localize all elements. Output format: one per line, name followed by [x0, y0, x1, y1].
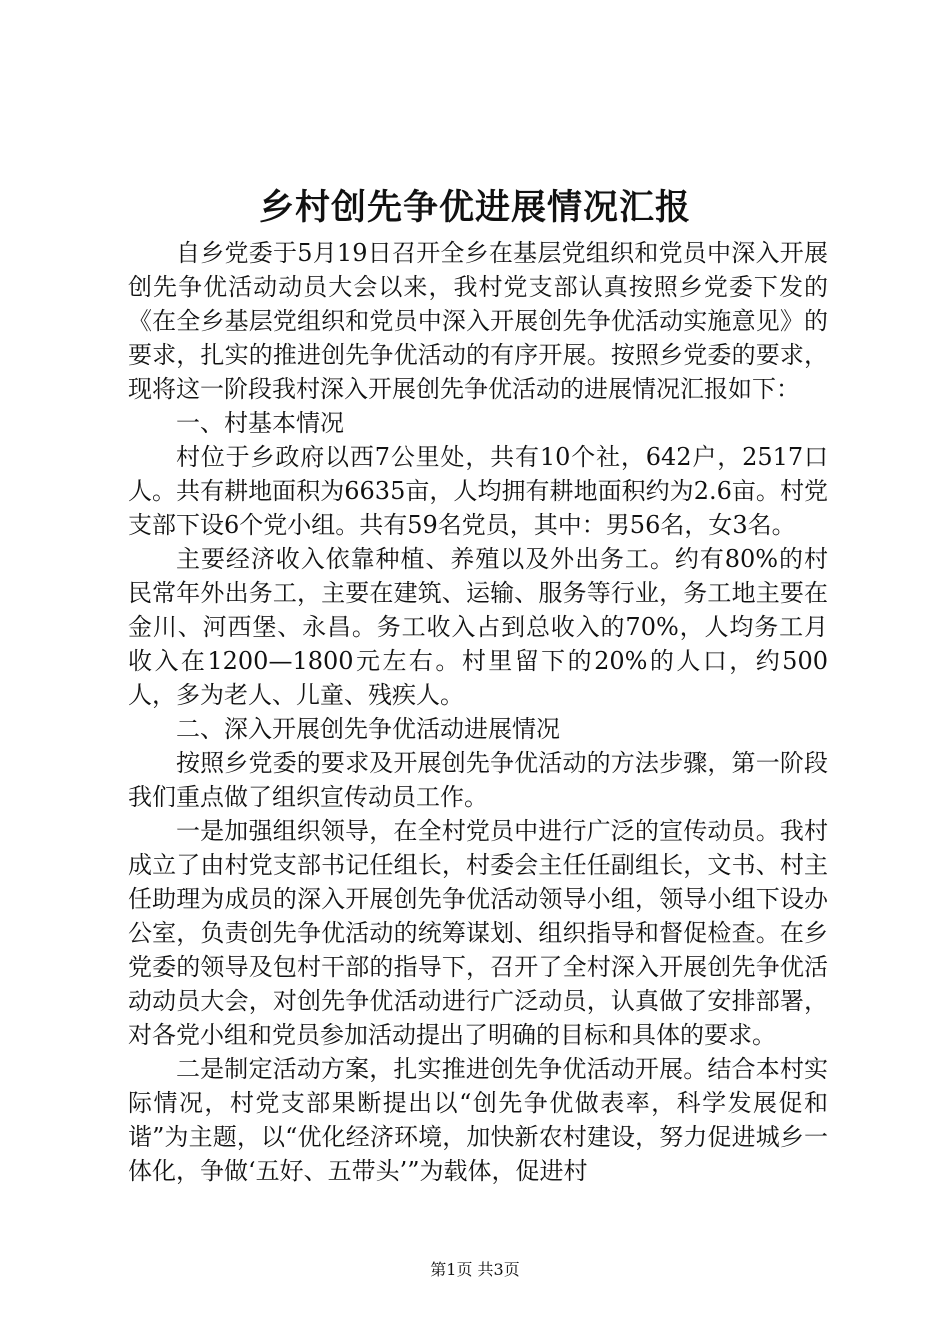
paragraph-steps: 按照乡党委的要求及开展创先争优活动的方法步骤，第一阶段我们重点做了组织宣传动员工作。: [128, 749, 828, 811]
page-footer: 第1页 共3页: [430, 1260, 520, 1279]
paragraph-economy: 主要经济收入依靠种植、养殖以及外出务工。约有80%的村民常年外出务工，主要在建筑、运输、服务等行业，务工地主要在金川、河西堡、永昌。务工收入占到总收入的70%，人均务工月收入在1200—1800元左右。村里留下的20%的人口，约500人，多为老人、儿童、残疾人。: [128, 545, 828, 709]
paragraph-leadership: 一是加强组织领导，在全村党员中进行广泛的宣传动员。我村成立了由村党支部书记任组长，村委会主任任副组长，文书、村主任助理为成员的深入开展创先争优活动领导小组，领导小组下设办公室，负责创先争优活动的统筹谋划、组织指导和督促检查。在乡党委的领导及包村干部的指导下，召开了全村深入开展创先争优活动动员大会，对创先争优活动进行广泛动员，认真做了安排部署，对各党小组和党员参加活动提出了明确的目标和具体的要求。: [128, 817, 828, 1049]
paragraph-plan: 二是制定活动方案，扎实推进创先争优活动开展。结合本村实际情况，村党支部果断提出以“创先争优做表率，科学发展促和谐”为主题，以“优化经济环境，加快新农村建设，努力促进城乡一体化，争做‘五好、五带头’”为载体，促进村: [128, 1055, 828, 1185]
paragraph-intro: 自乡党委于5月19日召开全乡在基层党组织和党员中深入开展创先争优活动动员大会以来，我村党支部认真按照乡党委下发的《在全乡基层党组织和党员中深入开展创先争优活动实施意见》的要求，扎实的推进创先争优活动的有序开展。按照乡党委的要求，现将这一阶段我村深入开展创先争优活动的进展情况汇报如下：: [128, 239, 828, 403]
document-body: [128, 236, 828, 1188]
page-title: 乡村创先争优进展情况汇报: [258, 187, 691, 228]
paragraph-village-basics: 村位于乡政府以西7公里处，共有10个社，642户，2517口人。共有耕地面积为6635亩，人均拥有耕地面积约为2.6亩。村党支部下设6个党小组。共有59名党员，其中：男56名，女3名。: [128, 443, 828, 539]
section-heading-progress: 二、深入开展创先争优活动进展情况: [176, 715, 560, 743]
section-heading-basic-info: 一、村基本情况: [176, 409, 344, 437]
